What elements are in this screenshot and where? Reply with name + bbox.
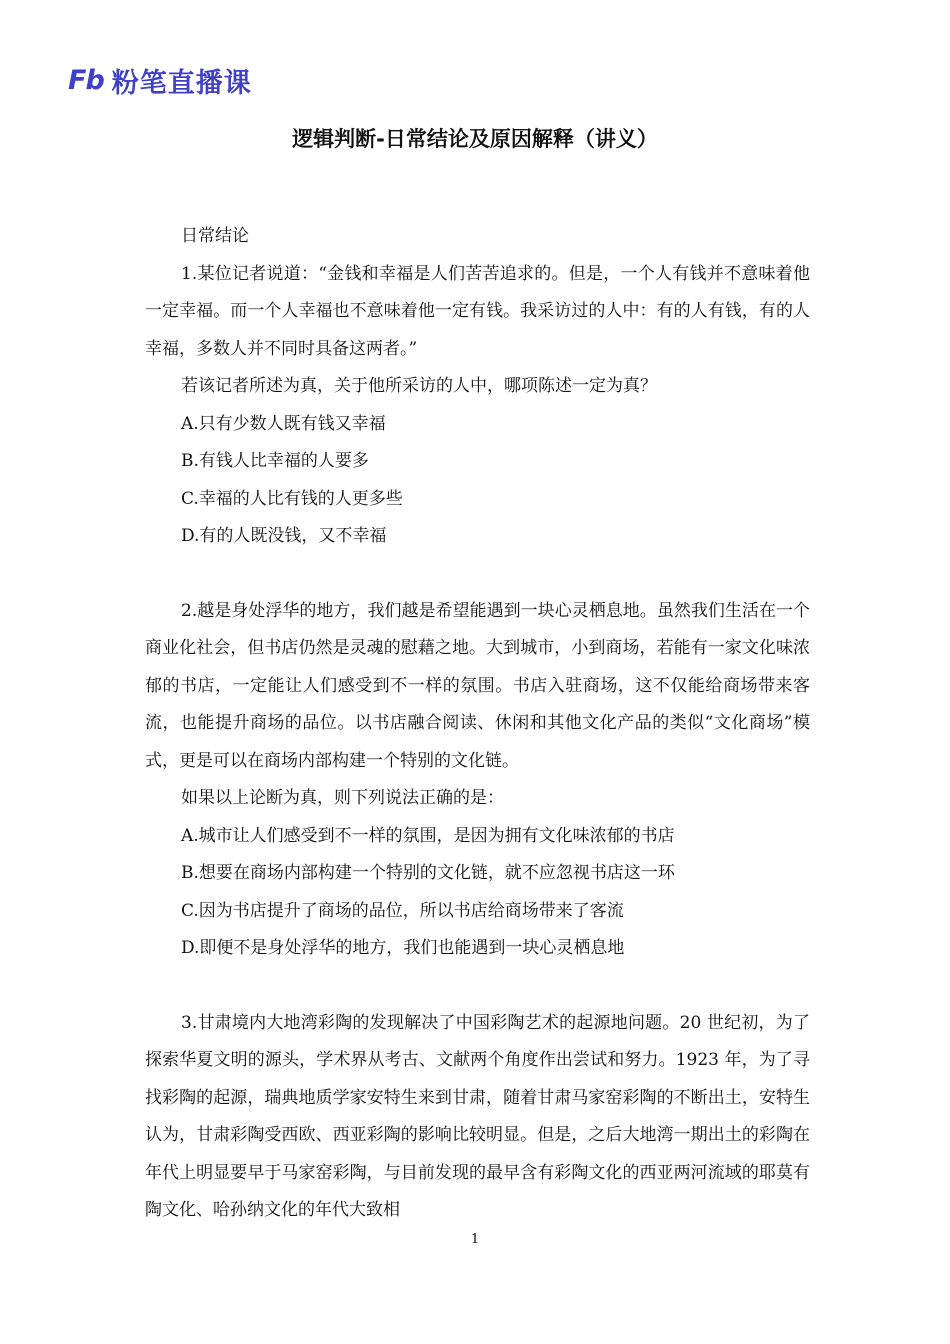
question-1-stem: 1.某位记者说道：“金钱和幸福是人们苦苦追求的。但是，一个人有钱并不意味着他一定幸福。而一个人幸福也不意味着他一定有钱。我采访过的人中：有的人有钱，有的人幸福，多数人并不同时具备这两者。” <box>145 263 810 359</box>
spacer <box>145 556 810 593</box>
question-2-option-b: B.想要在商场内部构建一个特别的文化链，就不应忽视书店这一环 <box>181 863 675 883</box>
brand-name: 粉笔直播课 <box>111 67 252 99</box>
document-body <box>145 218 810 1230</box>
question-1-option-d: D.有的人既没钱，又不幸福 <box>181 526 387 546</box>
question-1-option-a: A.只有少数人既有钱又幸福 <box>181 413 386 434</box>
question-2-option-d: D.即便不是身处浮华的地方，我们也能遇到一块心灵栖息地 <box>181 938 625 958</box>
question-1-prompt: 若该记者所述为真，关于他所采访的人中，哪项陈述一定为真？ <box>181 376 657 396</box>
fb-logo-icon: Fb <box>68 64 104 96</box>
page-number: 1 <box>470 1232 480 1247</box>
section-heading: 日常结论 <box>181 226 249 246</box>
question-2-stem: 2.越是身处浮华的地方，我们越是希望能遇到一块心灵栖息地。虽然我们生活在一个商业化社会，但书店仍然是灵魂的慰藉之地。大到城市，小到商场，若能有一家文化味浓郁的书店，一定能让人们感受到不一样的氛围。书店入驻商场，这不仅能给商场带来客流，也能提升商场的品位。以书店融合阅读、休闲和其他文化产品的类似“文化商场”模式，更是可以在商场内部构建一个特别的文化链。 <box>145 600 810 771</box>
spacer <box>145 968 810 1005</box>
question-2-option-a: A.城市让人们感受到不一样的氛围，是因为拥有文化味浓郁的书店 <box>181 825 675 846</box>
question-2-option-c: C.因为书店提升了商场的品位，所以书店给商场带来了客流 <box>181 900 624 921</box>
document-title: 逻辑判断-日常结论及原因解释（讲义） <box>292 127 658 151</box>
brand-logo <box>68 62 252 98</box>
question-2-prompt: 如果以上论断为真，则下列说法正确的是： <box>181 788 504 808</box>
question-1-option-c: C.幸福的人比有钱的人更多些 <box>181 488 403 509</box>
question-1-option-b: B.有钱人比幸福的人要多 <box>181 451 369 471</box>
question-3-stem: 3.甘肃境内大地湾彩陶的发现解决了中国彩陶艺术的起源地问题。20 世纪初，为了探索华夏文明的源头，学术界从考古、文献两个角度作出尝试和努力。1923 年，为了寻找彩陶的起源，瑞典地质学家安特生来到甘肃，随着甘肃马家窑彩陶的不断出土，安特生认为，甘肃彩陶受西欧、西亚彩陶的影响比较明显。但是，之后大地湾一期出土的彩陶在年代上明显要早于马家窑彩陶，与目前发现的最早含有彩陶文化的西亚两河流域的耶莫有陶文化、哈孙纳文化的年代大致相 <box>145 1012 810 1220</box>
